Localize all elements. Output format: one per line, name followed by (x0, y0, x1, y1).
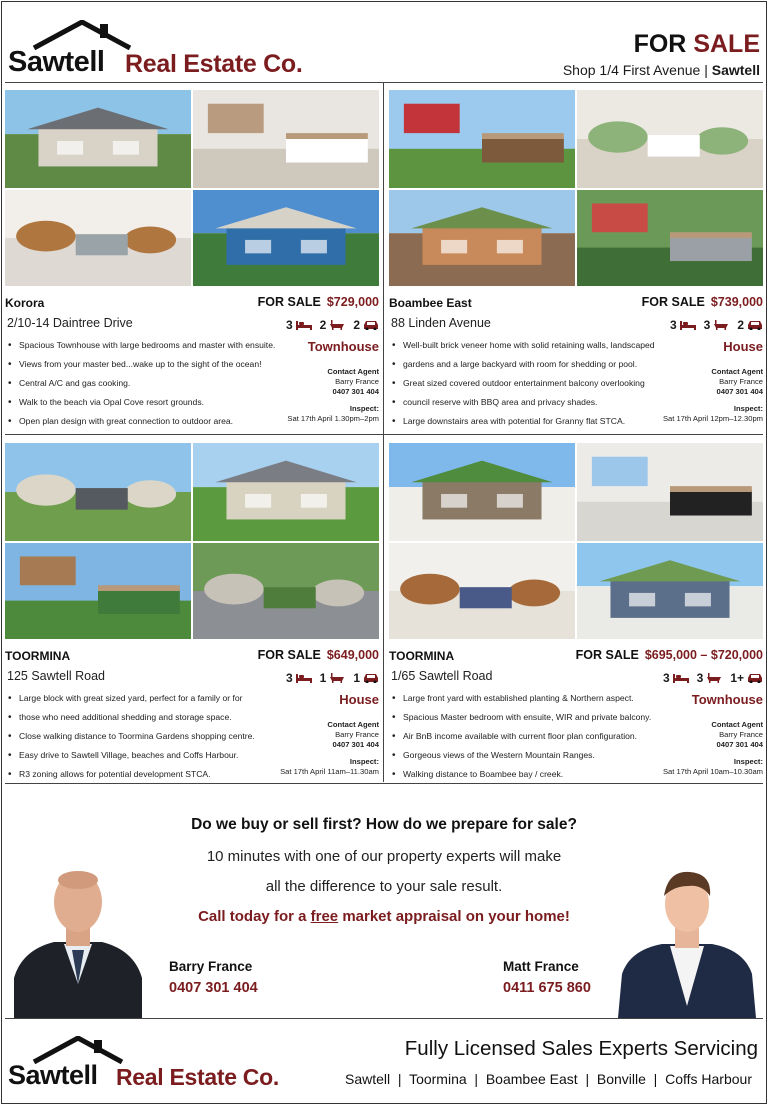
list-item: • Open plan design with great connection to outdoor area. (7, 416, 297, 435)
bath-icon (329, 673, 345, 683)
listing-suburb: TOORMINA (5, 649, 71, 663)
listing-address: 88 Linden Avenue (391, 316, 491, 330)
listing-baths: 3 (696, 671, 704, 685)
listing-features (663, 671, 763, 685)
listing-features-list (391, 693, 681, 788)
header-address-town: Sawtell (711, 62, 760, 78)
header-address (563, 62, 760, 78)
list-item: • Large block with great sized yard, perfect for a family or for (7, 693, 297, 712)
header-for: FOR (633, 30, 687, 58)
listing-sale-label: FOR SALE (575, 648, 639, 662)
agent-photo-barry (14, 866, 142, 1018)
listing-photo[interactable] (577, 90, 763, 188)
listing-cars: 1+ (730, 671, 744, 685)
header-for-sale (563, 30, 760, 59)
inspect-heading: Inspect: (733, 404, 763, 413)
inspect-heading: Inspect: (349, 404, 379, 413)
listing-beds: 3 (662, 671, 670, 685)
listing-baths: 2 (319, 318, 327, 332)
listing-address: 1/65 Sawtell Road (391, 669, 493, 683)
bath-icon (713, 320, 729, 330)
agent-phone-matt[interactable]: 0411 675 860 (503, 980, 591, 996)
brand-word-real-estate: Real Estate Co. (125, 50, 303, 78)
listing-features (286, 318, 379, 332)
contact-heading: Contact Agent (327, 367, 379, 376)
listing-photo[interactable] (193, 543, 379, 639)
brand-logo (8, 20, 328, 80)
listing-photo[interactable] (577, 543, 763, 639)
listing-price: $695,000 – $720,000 (644, 648, 763, 662)
list-item: • Large downstairs area with potential for Granny flat STCA. (391, 416, 681, 435)
listing-photo[interactable] (389, 190, 575, 286)
list-item: • R3 zoning allows for potential development STCA. (7, 769, 297, 788)
listing-card[interactable] (5, 443, 379, 779)
listing-photos[interactable] (5, 90, 379, 286)
listing-card[interactable] (5, 90, 379, 426)
listing-features (286, 671, 379, 685)
listing-photos[interactable] (389, 90, 763, 286)
contact-phone[interactable]: 0407 301 404 (332, 387, 379, 396)
contact-name: Barry France (335, 730, 379, 739)
car-icon (363, 320, 379, 330)
listing-card[interactable] (389, 90, 763, 426)
listing-suburb: Boambee East (389, 296, 472, 310)
listing-photo[interactable] (389, 443, 575, 541)
listing-photos[interactable] (389, 443, 763, 639)
listing-suburb: Korora (5, 296, 45, 310)
list-item: • Spacious Townhouse with large bedrooms and master with ensuite. (7, 340, 297, 359)
footer-brand-logo (8, 1036, 308, 1092)
list-item: • those who need additional shedding and storage space. (7, 712, 297, 731)
bath-icon (329, 320, 345, 330)
inspect-time: Sat 17th April 11am–11.30am (280, 767, 379, 776)
inspect-heading: Inspect: (733, 757, 763, 766)
listing-suburb: TOORMINA (389, 649, 455, 663)
listing-photo[interactable] (389, 543, 575, 639)
listing-price-row (642, 295, 763, 309)
listing-price-row (258, 648, 379, 662)
listing-photo[interactable] (5, 443, 191, 541)
listing-photo[interactable] (193, 190, 379, 286)
listing-features (670, 318, 763, 332)
contact-phone[interactable]: 0407 301 404 (716, 387, 763, 396)
listing-sale-label: FOR SALE (257, 295, 321, 309)
column-divider (383, 82, 384, 782)
listing-price: $729,000 (326, 295, 379, 309)
header-right (563, 30, 760, 78)
footer-areas: Sawtell | Toormina | Boambee East | Bonville | Coffs Harbour (345, 1071, 752, 1087)
list-item: • Close walking distance to Toormina Gardens shopping centre. (7, 731, 297, 750)
listing-cars: 2 (353, 318, 360, 332)
listing-contact (663, 720, 763, 777)
list-item: • gardens and a large backyard with room for shedding or pool. (391, 359, 681, 378)
list-item: • council reserve with BBQ area and privacy shades. (391, 397, 681, 416)
bed-icon (680, 320, 696, 330)
list-item: • Great sized covered outdoor entertainment balcony overlooking (391, 378, 681, 397)
list-item: • Views from your master bed...wake up to the sight of the ocean! (7, 359, 297, 378)
car-icon (747, 320, 763, 330)
listing-price-row (576, 648, 763, 662)
listing-address: 125 Sawtell Road (7, 669, 105, 683)
list-item: • Walk to the beach via Opal Cove resort grounds. (7, 397, 297, 416)
listing-cars: 1 (353, 671, 360, 685)
listing-baths: 1 (319, 671, 327, 685)
listing-beds: 3 (285, 318, 293, 332)
listing-photo[interactable] (389, 90, 575, 188)
listing-photo[interactable] (193, 90, 379, 188)
footer-tagline: Fully Licensed Sales Experts Servicing (404, 1037, 758, 1060)
car-icon (747, 673, 763, 683)
header-address-street: Shop 1/4 First Avenue | (562, 62, 712, 78)
bed-icon (296, 673, 312, 683)
listing-contact (663, 367, 763, 424)
header-sale: SALE (693, 30, 760, 58)
listing-features-list (7, 340, 297, 435)
listing-photos[interactable] (5, 443, 379, 639)
divider (5, 1018, 763, 1019)
listing-photo[interactable] (5, 190, 191, 286)
footer-brand-word-sawtell: Sawtell (8, 1060, 98, 1090)
brand-word-sawtell: Sawtell (8, 46, 105, 78)
list-item: • Well-built brick veneer home with solid retaining walls, landscaped (391, 340, 681, 359)
listing-photo[interactable] (5, 543, 191, 639)
listing-price: $649,000 (326, 648, 379, 662)
listing-type: Townhouse (691, 692, 763, 707)
car-icon (363, 673, 379, 683)
listing-address: 2/10-14 Daintree Drive (7, 316, 133, 330)
listing-photo[interactable] (193, 443, 379, 541)
listing-features-list (7, 693, 297, 788)
listing-price: $739,000 (710, 295, 763, 309)
footer-brand-word-real-estate: Real Estate Co. (116, 1064, 279, 1090)
inspect-heading: Inspect: (349, 757, 379, 766)
cta-call-pre: Call today for a (198, 908, 311, 925)
bath-icon (706, 673, 722, 683)
listing-sale-label: FOR SALE (641, 295, 705, 309)
contact-heading: Contact Agent (327, 720, 379, 729)
listing-beds: 3 (285, 671, 293, 685)
list-item: • Air BnB income available with current floor plan configuration. (391, 731, 681, 750)
listing-baths: 3 (703, 318, 711, 332)
bed-icon (296, 320, 312, 330)
list-item: • Spacious Master bedroom with ensuite, WIR and private balcony. (391, 712, 681, 731)
listing-photo[interactable] (5, 90, 191, 188)
inspect-time: Sat 17th April 12pm–12.30pm (662, 414, 763, 423)
listing-card[interactable] (389, 443, 763, 779)
header (0, 0, 768, 82)
listing-price-row (258, 295, 379, 309)
listing-sale-label: FOR SALE (257, 648, 321, 662)
list-item: • Easy drive to Sawtell Village, beaches and Coffs Harbour. (7, 750, 297, 769)
list-item: • Large front yard with established planting & Northern aspect. (391, 693, 681, 712)
cta-line-1: 10 minutes with one of our property experts will make (206, 848, 562, 865)
contact-phone[interactable]: 0407 301 404 (332, 740, 379, 749)
listing-beds: 3 (669, 318, 677, 332)
listing-contact (287, 367, 379, 424)
inspect-time: Sat 17th April 1.30pm–2pm (287, 414, 379, 423)
listing-photo[interactable] (577, 443, 763, 541)
agent-photo-matt (618, 866, 756, 1018)
listing-contact (280, 720, 379, 777)
divider (5, 82, 763, 83)
cta-question: Do we buy or sell first? How do we prepare for sale? (191, 816, 577, 833)
listing-cars: 2 (737, 318, 744, 332)
inspect-time: Sat 17th April 10am–10.30am (662, 767, 763, 776)
cta-call-free: free (310, 908, 339, 925)
agent-phone-barry[interactable]: 0407 301 404 (169, 980, 258, 996)
list-item: • Gorgeous views of the Western Mountain Ranges. (391, 750, 681, 769)
list-item: • Central A/C and gas cooking. (7, 378, 297, 397)
contact-name: Barry France (335, 377, 379, 386)
bed-icon (673, 673, 689, 683)
cta-line-2: all the difference to your sale result. (265, 878, 503, 895)
contact-heading: Contact Agent (711, 720, 763, 729)
contact-name: Barry France (719, 730, 763, 739)
agent-name-barry: Barry France (169, 959, 253, 974)
listing-type: House (723, 339, 763, 354)
contact-heading: Contact Agent (711, 367, 763, 376)
listing-features-list (391, 340, 681, 435)
agent-name-matt: Matt France (503, 959, 579, 974)
list-item: • Walking distance to Boambee bay / creek. (391, 769, 681, 788)
listing-type: Townhouse (307, 339, 379, 354)
listing-photo[interactable] (577, 190, 763, 286)
contact-name: Barry France (719, 377, 763, 386)
contact-phone[interactable]: 0407 301 404 (716, 740, 763, 749)
cta-call-post: market appraisal on your home! (338, 908, 570, 925)
listing-type: House (339, 692, 379, 707)
